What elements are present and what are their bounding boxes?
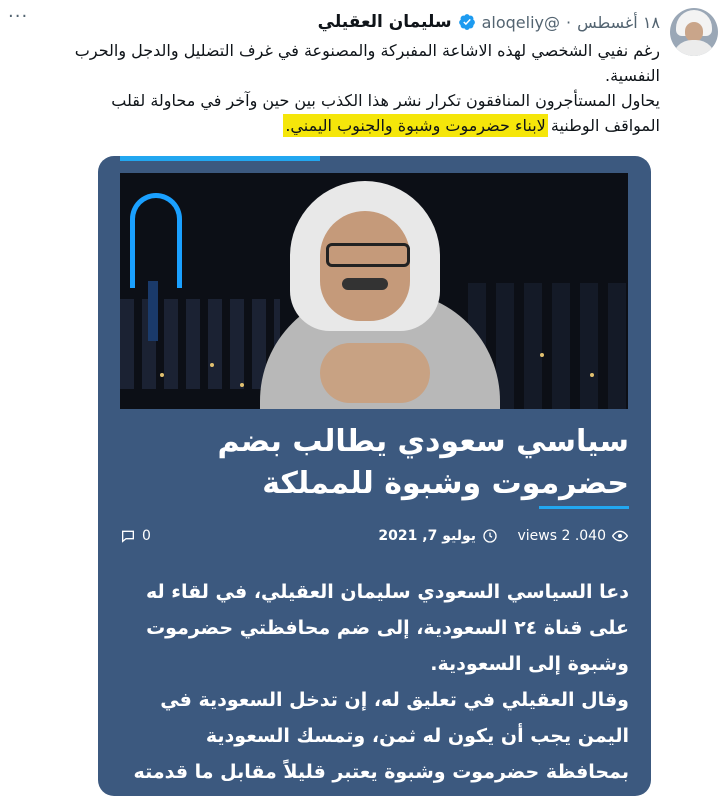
- article-body: [124, 574, 629, 790]
- attached-image-card[interactable]: [98, 156, 651, 796]
- article-views: [517, 528, 628, 544]
- clock-icon: [482, 528, 498, 544]
- tweet-header: [318, 10, 660, 34]
- more-options-icon[interactable]: ···: [8, 6, 29, 27]
- tweet-text-line2: [60, 88, 660, 138]
- comment-icon: [120, 528, 136, 544]
- article-photo[interactable]: [120, 173, 628, 409]
- article-body-p1: دعا السياسي السعودي سليمان العقيلي، في لقاء له على قناة ٢٤ السعودية، إلى ضم محافظتي حضرموت وشبوة إلى السعودية.: [146, 581, 629, 675]
- headline-underline: [539, 506, 629, 509]
- comments-count: 0: [142, 528, 151, 544]
- card-accent-bar: [120, 156, 320, 161]
- verified-badge-icon: [458, 13, 476, 31]
- tweet-date[interactable]: ١٨ أغسطس: [577, 12, 660, 32]
- article-body-p2: وقال العقيلي في تعليق له، إن تدخل السعودية في اليمن يجب أن يكون له ثمن، وتمسك السعودية بمحافظة حضرموت وشبوة يعتبر قليلاً مقابل ما قدمته: [133, 689, 629, 783]
- tweet-text-highlight: لابناء حضرموت وشبوة والجنوب اليمني.: [285, 116, 546, 135]
- tweet-text-line2-plain: يحاول المستأجرون المنافقون تكرار نشر هذا الكذب بين حين وآخر في محاولة لقلب المواقف الوطنية: [111, 91, 660, 135]
- views-count: views 2 .040: [517, 528, 606, 544]
- tweet-text: [60, 38, 660, 138]
- tweet-text-line1: رغم نفيي الشخصي لهذه الاشاعة المفبركة والمصنوعة في غرف التضليل والدجل والحرب النفسية.: [74, 41, 660, 85]
- article-date: [378, 528, 498, 544]
- author-name[interactable]: سليمان العقيلي: [317, 12, 452, 32]
- article-date-text: يوليو 7, 2021: [378, 528, 476, 544]
- article-comments: [120, 528, 151, 544]
- author-avatar[interactable]: [670, 8, 718, 56]
- article-meta: [120, 526, 628, 550]
- eye-icon: [612, 528, 628, 544]
- author-handle[interactable]: @aloqeliy: [481, 12, 561, 32]
- header-separator: ·: [566, 12, 572, 32]
- article-headline: سياسي سعودي يطالب بضم حضرموت وشبوة للمملكة: [217, 424, 629, 501]
